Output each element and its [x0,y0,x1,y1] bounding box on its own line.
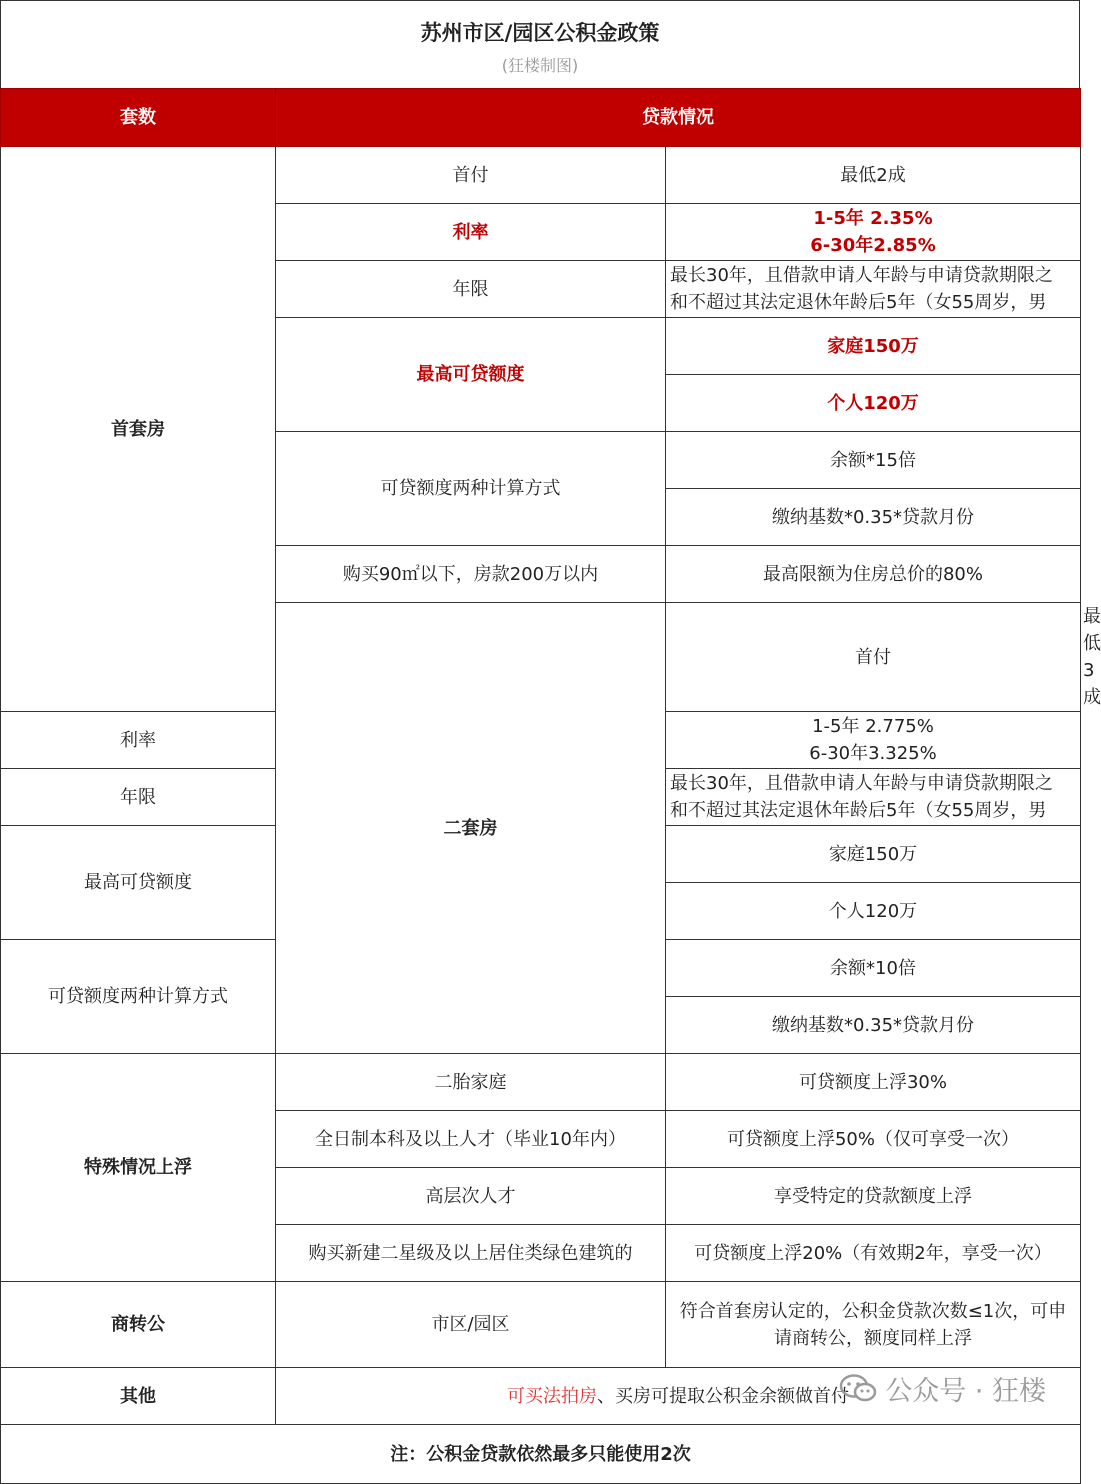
page-subtitle: (狂楼制图) [501,56,579,75]
table-row [1,1054,1081,1111]
row-value: 缴纳基数*0.35*贷款月份 [666,997,1081,1054]
header-loan: 贷款情况 [276,89,1081,147]
watermark [839,1370,1046,1406]
category-first-home: 首套房 [1,147,276,712]
row-value: 个人120万 [666,375,1081,432]
rate-line: 6-30年3.325% [809,743,937,764]
table-header-row [1,89,1081,147]
term-line: 和不超过其法定退休年龄后5年（女55周岁，男 [670,800,1047,821]
row-value: 家庭150万 [666,826,1081,883]
row-value: 可贷额度上浮50%（仅可享受一次） [666,1111,1081,1168]
other-rest: 、买房可提取公积金余额做首付 [597,1385,849,1407]
row-label: 市区/园区 [276,1282,666,1368]
auction-highlight: 可买法拍房 [507,1385,597,1407]
row-label: 最高可贷额度 [1,826,276,940]
row-label: 首付 [666,603,1081,712]
header-category: 套数 [1,89,276,147]
rate-line: 1-5年 2.35% [813,208,933,229]
row-value: 个人120万 [666,883,1081,940]
term-line: 和不超过其法定退休年龄后5年（女55周岁，男 [670,292,1047,313]
row-label: 最高可贷额度 [276,318,666,432]
row-label: 年限 [1,769,276,826]
row-label: 二胎家庭 [276,1054,666,1111]
row-value [666,769,1081,826]
row-label: 首付 [276,147,666,204]
row-label: 可贷额度两种计算方式 [276,432,666,546]
category-special: 特殊情况上浮 [1,1054,276,1282]
category-convert: 商转公 [1,1282,276,1368]
category-other: 其他 [1,1368,276,1425]
row-value: 家庭150万 [666,318,1081,375]
policy-table [0,88,1101,1484]
note: 注：公积金贷款依然最多只能使用2次 [1,1425,1081,1484]
row-label: 全日制本科及以上人才（毕业10年内） [276,1111,666,1168]
row-value [666,1282,1081,1368]
row-label: 购买90㎡以下，房款200万以内 [276,546,666,603]
row-value: 可贷额度上浮30% [666,1054,1081,1111]
convert-line: 请商转公，额度同样上浮 [774,1327,972,1349]
row-value [666,712,1081,769]
row-value: 缴纳基数*0.35*贷款月份 [666,489,1081,546]
row-label: 购买新建二星级及以上居住类绿色建筑的 [276,1225,666,1282]
wechat-icon [839,1373,877,1403]
row-value: 最高限额为住房总价的80% [666,546,1081,603]
category-second-home: 二套房 [276,603,666,1054]
row-value: 可贷额度上浮20%（有效期2年，享受一次） [666,1225,1081,1282]
rate-line: 6-30年2.85% [810,235,936,256]
row-value: 余额*15倍 [666,432,1081,489]
table-row [1,147,1081,204]
row-label: 利率 [276,204,666,261]
row-value: 最低2成 [666,147,1081,204]
row-value [666,261,1081,318]
term-line: 最长30年，且借款申请人年龄与申请贷款期限之 [670,773,1053,794]
table-row [1,1282,1081,1368]
rate-line: 1-5年 2.775% [812,716,934,737]
row-value: 享受特定的贷款额度上浮 [666,1168,1081,1225]
title-block [0,0,1080,88]
table-row [1,1425,1081,1484]
watermark-text: 公众号 · 狂楼 [885,1375,1046,1407]
table-row: 二套房 首付 最低3成 [1,603,1081,712]
row-label: 可贷额度两种计算方式 [1,940,276,1054]
row-value: 余额*10倍 [666,940,1081,997]
term-line: 最长30年，且借款申请人年龄与申请贷款期限之 [670,265,1053,286]
page-title: 苏州市区/园区公积金政策 [420,21,660,45]
row-label: 利率 [1,712,276,769]
row-label: 高层次人才 [276,1168,666,1225]
row-label: 年限 [276,261,666,318]
convert-line: 符合首套房认定的，公积金贷款次数≤1次，可申 [679,1300,1067,1322]
row-value [666,204,1081,261]
